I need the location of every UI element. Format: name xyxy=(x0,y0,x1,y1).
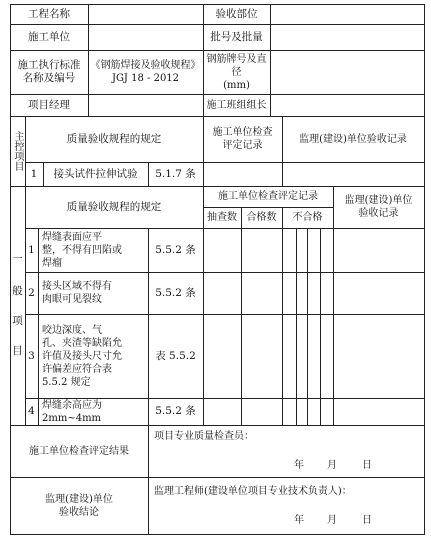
general-section-char-1: 一 xyxy=(12,252,23,265)
sample-count-header: 抽查数 xyxy=(207,212,237,223)
general-supervision-header: 监理(建设)单位 验收记录 xyxy=(344,195,413,219)
construction-result-month: 月 xyxy=(327,459,337,471)
rebar-grade-label: 钢筋牌号及直径 (mm) xyxy=(206,53,267,91)
general-item-text: 焊缝表面应平 整，不得有凹陷或 焊瘤 xyxy=(42,231,122,269)
supervision-year: 年 xyxy=(294,514,304,526)
project-name-value[interactable] xyxy=(88,4,203,24)
general-section-char-2: 般 xyxy=(12,284,23,297)
main-control-section-label: 主控项目 xyxy=(12,131,23,171)
rebar-grade-value[interactable] xyxy=(270,50,424,94)
main-control-check-header: 施工单位检查 评定记录 xyxy=(212,127,273,151)
general-section-char-3: 项 xyxy=(12,314,23,327)
project-manager-label: 项目经理 xyxy=(28,98,70,111)
main-control-item-clause: 5.1.7 条 xyxy=(155,167,196,180)
quality-inspector-label: 项目专业质量检查员： xyxy=(154,430,254,442)
project-name-label: 工程名称 xyxy=(28,7,70,20)
general-item-clause: 5.5.2 条 xyxy=(155,405,196,417)
general-item-clause: 5.5.2 条 xyxy=(155,243,196,256)
main-control-item-text: 接头试件拉伸试验 xyxy=(53,167,138,180)
main-control-item-no: 1 xyxy=(30,167,38,180)
construction-unit-value[interactable] xyxy=(88,24,203,50)
general-spec-header: 质量验收规程的规定 xyxy=(66,200,162,213)
batch-value[interactable] xyxy=(270,24,424,50)
main-control-supervision-header: 监理(建设)单位验收记录 xyxy=(299,133,407,145)
construction-unit-label: 施工单位 xyxy=(28,30,70,43)
team-leader-label: 施工班组组长 xyxy=(206,99,267,111)
standard-value: 《钢筋焊接及验收规程》 JGJ 18 - 2012 xyxy=(90,60,201,84)
general-item-text: 接头区域不得有 肉眼可见裂纹 xyxy=(42,281,112,305)
supervisor-label: 监理工程师(建设单位项目专业技术负责人)： xyxy=(154,485,352,497)
supervision-month: 月 xyxy=(327,514,337,526)
general-item-no: 4 xyxy=(28,405,35,417)
construction-result-label: 施工单位检查评定结果 xyxy=(29,445,129,457)
general-section-char-4: 目 xyxy=(12,344,23,357)
general-item-no: 3 xyxy=(28,349,35,362)
general-item-clause: 5.5.2 条 xyxy=(155,286,196,299)
main-control-spec-header: 质量验收规程的规定 xyxy=(66,132,162,145)
batch-label: 批号及批量 xyxy=(210,30,263,43)
supervision-conclusion-label: 监理(建设)单位 验收结论 xyxy=(45,493,113,518)
construction-result-year: 年 xyxy=(294,459,304,471)
project-manager-value[interactable] xyxy=(88,94,203,116)
general-item-text: 焊缝余高应为 2mm~4mm xyxy=(42,399,102,424)
acceptance-part-value[interactable] xyxy=(270,4,424,24)
general-item-clause: 表 5.5.2 xyxy=(155,349,196,362)
pass-count-header: 合格数 xyxy=(246,212,277,223)
main-control-item-supervision-cell[interactable] xyxy=(282,162,424,186)
general-check-header: 施工单位检查评定记录 xyxy=(218,191,318,202)
construction-result-day: 日 xyxy=(362,459,372,471)
main-control-item-check-cell[interactable] xyxy=(203,162,282,186)
general-item-text: 咬边深度、气 孔、夹渣等缺陷允 许值及接头尺寸允 许偏差应符合表 5.5.2 规定 xyxy=(42,324,122,388)
general-item-no: 2 xyxy=(28,286,35,299)
supervision-day: 日 xyxy=(362,514,372,526)
team-leader-value[interactable] xyxy=(270,94,424,116)
acceptance-part-label: 验收部位 xyxy=(215,7,258,20)
general-item-no: 1 xyxy=(28,243,35,256)
fail-count-header: 不合格 xyxy=(292,212,323,223)
standard-label: 施工执行标准 名称及编号 xyxy=(17,59,81,84)
